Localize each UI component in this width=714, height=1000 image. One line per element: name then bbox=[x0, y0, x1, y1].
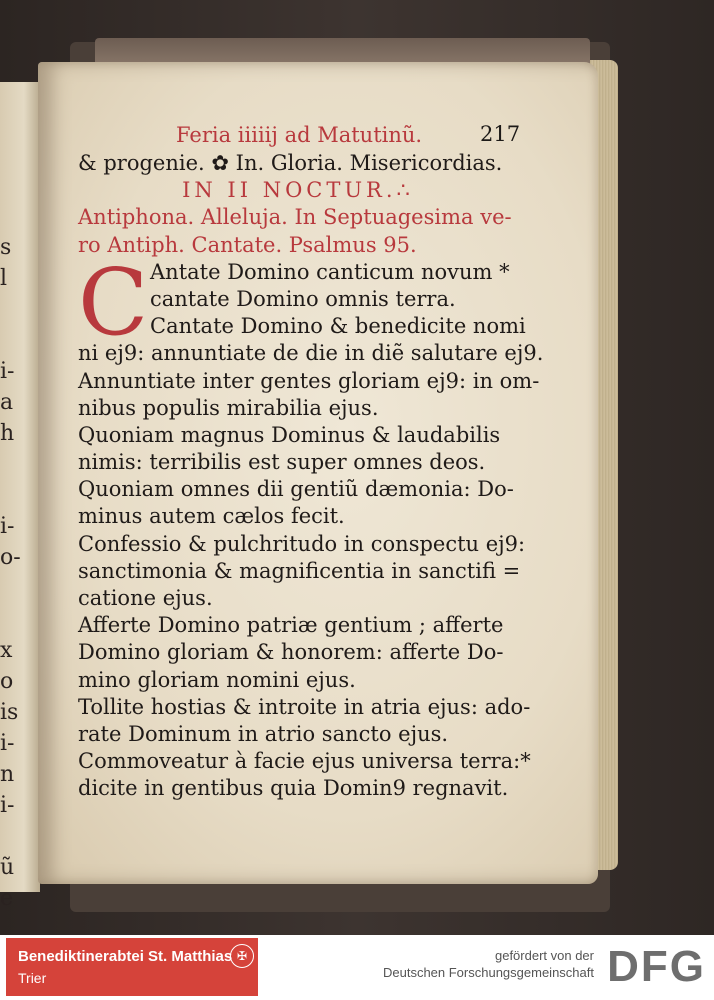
left-page-fragment: i- bbox=[0, 359, 15, 384]
left-page-fragment: ũ bbox=[0, 855, 15, 880]
text-line: & progenie. ✿ In. Gloria. Misericordias. bbox=[78, 151, 503, 175]
left-page-fragment: a bbox=[0, 390, 14, 415]
left-page-fragment: s bbox=[0, 235, 12, 260]
section-heading: IN II NOCTUR.∴ bbox=[182, 178, 414, 203]
institution-name: Benediktinerabtei St. Matthias bbox=[18, 948, 233, 965]
left-page-fragment bbox=[0, 821, 16, 852]
left-page-fragment: x bbox=[0, 638, 13, 663]
institution-link[interactable] bbox=[6, 938, 258, 996]
psalm-line: Annuntiate inter gentes gloriam ej9: in om- bbox=[78, 368, 540, 393]
psalm-line: sanctimonia & magnificentia in sanctifi = bbox=[78, 558, 521, 583]
psalm-line: rate Dominum in atrio sancto ejus. bbox=[78, 721, 449, 746]
drop-cap: C bbox=[78, 249, 149, 356]
left-page-fragment: h bbox=[0, 421, 15, 446]
funder-line-1: gefördert von der bbox=[494, 948, 594, 963]
running-head: Feria iiiiij ad Matutinũ. bbox=[176, 123, 423, 147]
left-page-fragment: i- bbox=[0, 514, 15, 539]
psalm-line: Quoniam magnus Dominus & laudabilis bbox=[78, 422, 501, 447]
funder-line-2: Deutschen Forschungsgemeinschaft bbox=[382, 965, 594, 980]
left-page-fragment: is bbox=[0, 700, 19, 725]
text-block bbox=[78, 150, 544, 803]
psalm-line: ni ej9: annuntiate de die in diẽ salutare ej9. bbox=[78, 341, 544, 366]
left-page-fragment: e bbox=[0, 886, 14, 911]
left-page-fragments bbox=[0, 232, 21, 914]
left-page-fragment bbox=[0, 480, 16, 511]
psalm-line: cantate Domino omnis terra. bbox=[150, 286, 456, 311]
psalm-line: minus autem cælos fecit. bbox=[78, 504, 345, 529]
left-page-fragment bbox=[0, 294, 16, 325]
left-page-fragment: l bbox=[0, 266, 8, 291]
psalm-line: Quoniam omnes dii gentiũ dæmonia: Do- bbox=[78, 477, 514, 502]
left-page-fragment bbox=[0, 449, 16, 480]
page-number: 217 bbox=[480, 122, 521, 146]
institution-city: Trier bbox=[18, 970, 47, 986]
psalm-line: Antate Domino canticum novum * bbox=[150, 259, 510, 284]
abbey-logo-icon: ✠ bbox=[230, 944, 254, 968]
psalm-line: Commoveatur à facie ejus universa terra:* bbox=[78, 749, 531, 774]
left-page-fragment bbox=[0, 573, 16, 604]
left-page-fragment: o- bbox=[0, 545, 21, 570]
psalm-line: nibus populis mirabilia ejus. bbox=[78, 395, 379, 420]
left-page bbox=[0, 82, 40, 911]
antiphon-line: ro Antiph. Cantate. Psalmus 95. bbox=[78, 232, 417, 257]
funder-text bbox=[383, 947, 594, 981]
left-page-fragment bbox=[0, 325, 16, 356]
dfg-logo[interactable]: DFG bbox=[607, 942, 706, 991]
left-page-fragment: i- bbox=[0, 731, 15, 756]
left-page-fragment: o bbox=[0, 669, 14, 694]
psalm-line: Afferte Domino patriæ gentium ; afferte bbox=[78, 613, 504, 638]
footer-bar bbox=[0, 935, 714, 1000]
psalm-line: Domino gloriam & honorem: afferte Do- bbox=[78, 640, 504, 665]
left-page-fragment: i- bbox=[0, 793, 15, 818]
psalm-line: nimis: terribilis est super omnes deos. bbox=[78, 450, 486, 475]
psalm-line: Tollite hostias & introite in atria ejus: ado- bbox=[78, 694, 531, 719]
antiphon-line: Antiphona. Alleluja. In Septuagesima ve- bbox=[78, 205, 512, 230]
psalm-line: mino gloriam nomini ejus. bbox=[78, 667, 356, 692]
psalm-line: Confessio & pulchritudo in conspectu ej9: bbox=[78, 531, 526, 556]
psalm-line: catione ejus. bbox=[78, 586, 213, 610]
left-page-fragment bbox=[0, 604, 16, 635]
left-page-fragment: n bbox=[0, 762, 15, 787]
psalm-line: Cantate Domino & benedicite nomi bbox=[150, 314, 526, 339]
psalm-line: dicite in gentibus quia Domin9 regnavit. bbox=[78, 776, 509, 801]
